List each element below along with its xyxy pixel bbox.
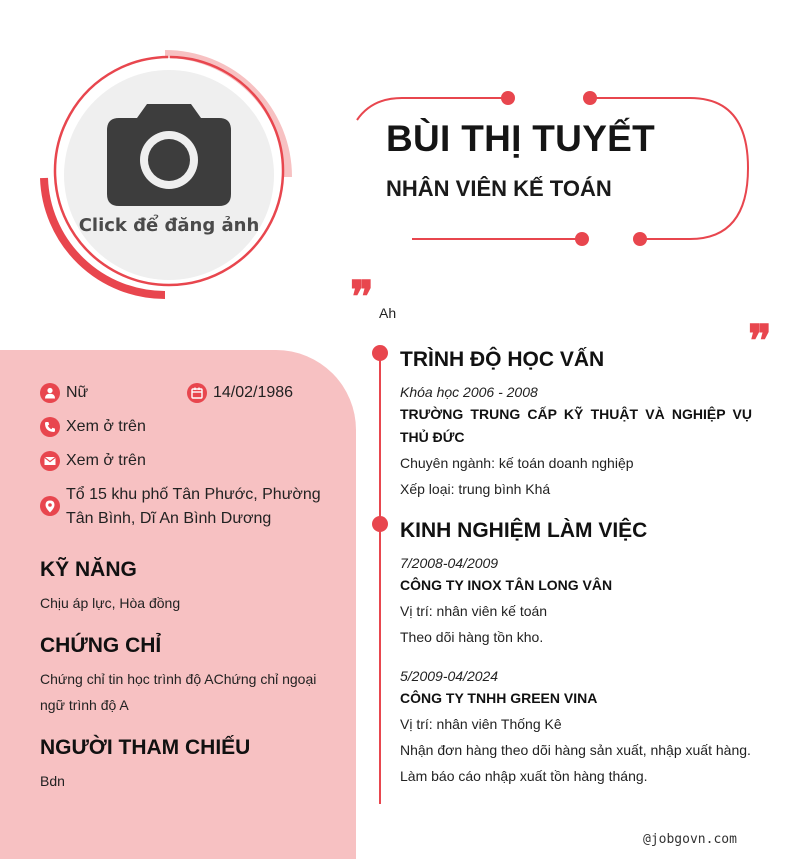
contact-birthday <box>187 383 293 405</box>
frame-dot <box>583 91 597 105</box>
job-line: Nhận đơn hàng theo dõi hàng sản xuất, nhập xuất hàng. <box>400 742 751 758</box>
skills-text: Chịu áp lực, Hòa đồng <box>40 595 181 611</box>
experience-heading: KINH NGHIỆM LÀM VIỆC <box>400 519 648 542</box>
contact-phone <box>40 417 146 439</box>
email-value: Xem ở trên <box>66 452 146 469</box>
timeline-line <box>379 354 381 804</box>
quote-close-mark: ❞ <box>748 316 772 367</box>
references-heading: NGƯỜI THAM CHIẾU <box>40 736 251 759</box>
skills-heading: KỸ NĂNG <box>40 558 137 581</box>
job-period: 7/2008-04/2009 <box>400 555 499 571</box>
job-period: 5/2009-04/2024 <box>400 668 499 684</box>
objective-text: Ah <box>379 305 397 321</box>
education-grade: Xếp loại: trung bình Khá <box>400 481 551 497</box>
photo-upload[interactable] <box>64 70 274 280</box>
birthday-value: 14/02/1986 <box>213 384 294 401</box>
contact-gender <box>40 383 88 405</box>
job-company: CÔNG TY TNHH GREEN VINA <box>400 690 598 706</box>
camera-icon <box>107 98 231 208</box>
contact-address <box>40 485 330 531</box>
timeline-dot-experience <box>372 516 388 532</box>
timeline-dot-education <box>372 345 388 361</box>
candidate-name: BÙI THỊ TUYẾT <box>386 118 656 159</box>
photo-caption: Click để đăng ảnh <box>78 215 260 236</box>
phone-value: Xem ở trên <box>66 418 146 435</box>
job-line: Theo dõi hàng tồn kho. <box>400 629 544 645</box>
location-icon <box>40 496 60 516</box>
job-title: NHÂN VIÊN KẾ TOÁN <box>386 176 612 201</box>
phone-icon <box>40 417 60 437</box>
references-text: Bdn <box>40 773 65 789</box>
certificates-heading: CHỨNG CHỈ <box>40 634 162 657</box>
job-company: CÔNG TY INOX TÂN LONG VÂN <box>400 577 613 593</box>
calendar-icon <box>187 383 207 403</box>
certificates-text: Chứng chỉ tin học trình độ AChứng chỉ ngoại ngữ trình độ A <box>40 671 317 713</box>
address-value: Tổ 15 khu phố Tân Phước, Phường Tân Bình, Dĩ An Bình Dương <box>66 486 321 527</box>
name-frame <box>340 80 760 255</box>
contact-email <box>40 451 146 473</box>
email-icon <box>40 451 60 471</box>
education-school: TRƯỜNG TRUNG CẤP KỸ THUẬT VÀ NGHIỆP VỤ THỦ ĐỨC <box>400 406 752 445</box>
education-major: Chuyên ngành: kế toán doanh nghiệp <box>400 455 634 471</box>
user-icon <box>40 383 60 403</box>
gender-value: Nữ <box>66 384 89 401</box>
frame-dot <box>501 91 515 105</box>
education-period: Khóa học 2006 - 2008 <box>400 384 538 400</box>
frame-dot <box>575 232 589 246</box>
quote-open-mark: ❞ <box>350 272 374 323</box>
job-line: Làm báo cáo nhập xuất tồn hàng tháng. <box>400 768 648 784</box>
frame-dot <box>633 232 647 246</box>
footer-watermark: @jobgovn.com <box>643 832 737 847</box>
education-heading: TRÌNH ĐỘ HỌC VẤN <box>400 348 605 371</box>
job-line: Vị trí: nhân viên kế toán <box>400 603 548 619</box>
job-line: Vị trí: nhân viên Thống Kê <box>400 716 562 732</box>
